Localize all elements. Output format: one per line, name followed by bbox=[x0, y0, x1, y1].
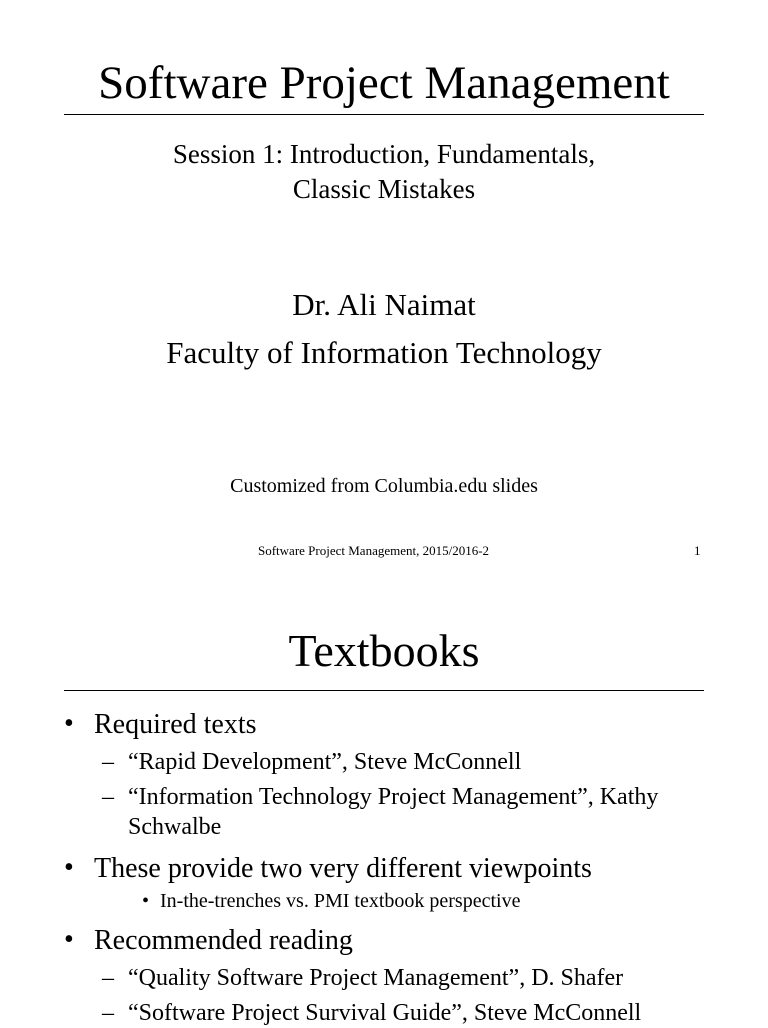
dash-marker: – bbox=[102, 1000, 114, 1026]
list-item bbox=[0, 924, 768, 958]
title-divider bbox=[64, 114, 704, 115]
list-item bbox=[0, 708, 768, 742]
slide-title: Textbooks bbox=[288, 625, 480, 676]
bullet-marker: • bbox=[64, 924, 74, 955]
author-block bbox=[0, 281, 768, 377]
dash-marker: – bbox=[102, 784, 114, 810]
list-item bbox=[0, 852, 768, 886]
author-name: Dr. Ali Naimat bbox=[292, 287, 476, 322]
list-item-text: Required texts bbox=[94, 709, 257, 740]
slide-footer: Software Project Management, 2015/2016-2 bbox=[258, 543, 490, 558]
bullet-marker: • bbox=[142, 890, 150, 912]
sub-list-item-text: “Software Project Survival Guide”, Steve McConnell bbox=[128, 1000, 642, 1026]
slide-2 bbox=[0, 578, 768, 1024]
sub-list-item bbox=[0, 782, 768, 842]
sub-list-item bbox=[0, 747, 768, 777]
title-divider bbox=[64, 690, 704, 691]
sub-sub-list-item-text: In-the-trenches vs. PMI textbook perspective bbox=[160, 890, 521, 912]
session-subtitle bbox=[0, 137, 768, 207]
sub-list-item bbox=[0, 963, 768, 993]
sub-sub-list-item bbox=[0, 888, 768, 914]
credit-note: Customized from Columbia.edu slides bbox=[230, 475, 538, 497]
bullet-marker: • bbox=[64, 852, 74, 883]
dash-marker: – bbox=[102, 965, 114, 991]
dash-marker: – bbox=[102, 749, 114, 775]
slide-title: Software Project Management bbox=[98, 57, 670, 109]
bullet-marker: • bbox=[64, 708, 74, 739]
sub-list-item-text: “Rapid Development”, Steve McConnell bbox=[128, 749, 522, 775]
author-affiliation: Faculty of Information Technology bbox=[166, 335, 602, 370]
subtitle-line-2: Classic Mistakes bbox=[292, 174, 476, 204]
list-item-text: These provide two very different viewpoints bbox=[94, 853, 592, 884]
bullet-list bbox=[0, 708, 768, 1028]
list-item-text: Recommended reading bbox=[94, 925, 353, 956]
sub-list-item-text: “Information Technology Project Management”, Kathy Schwalbe bbox=[128, 784, 659, 840]
subtitle-line-1: Session 1: Introduction, Fundamentals, bbox=[172, 139, 596, 169]
page-number: 1 bbox=[694, 543, 701, 558]
sub-list-item-text: “Quality Software Project Management”, D. Shafer bbox=[128, 965, 624, 991]
